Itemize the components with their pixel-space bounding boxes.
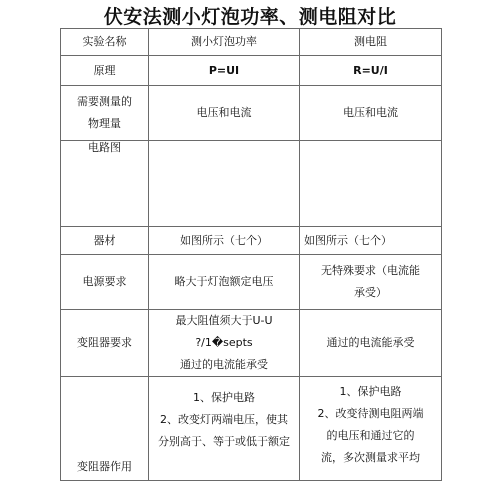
comparison-table [60, 28, 442, 481]
row-label-equipment: 器材 [61, 227, 149, 255]
power-role-line2: 2、改变灯两端电压，使其 [160, 413, 288, 426]
header-cell-resistance: 测电阻 [300, 29, 442, 56]
power-equipment: 如图所示（七个） [149, 227, 300, 255]
resistance-rheostat-requirement: 通过的电流能承受 [300, 310, 442, 377]
power-circuit-diagram [149, 141, 300, 227]
table-header-row [61, 29, 442, 56]
power-role-line1: 1、保护电路 [193, 391, 255, 404]
row-label-quantities-line2: 物理量 [88, 117, 121, 130]
page-title: 伏安法测小灯泡功率、测电阻对比 [103, 6, 397, 28]
power-role-line3: 分别高于、等于或低于额定 [158, 435, 290, 448]
power-rheostat-line2: 通过的电流能承受 [180, 358, 268, 371]
resistance-equipment: 如图所示（七个） [300, 227, 442, 255]
resistance-quantities: 电压和电流 [300, 86, 442, 141]
row-label-rheostat-role: 变阻器作用 [61, 377, 149, 481]
row-label-principle: 原理 [61, 56, 149, 86]
resistance-source-requirement [300, 255, 442, 310]
power-principle-formula: P=UI [149, 56, 300, 86]
power-rheostat-requirement [149, 310, 300, 377]
resistance-source-line1: 无特殊要求（电流能 [321, 264, 420, 277]
resistance-role-line1: 1、保护电路 [339, 385, 402, 398]
row-label-quantities-line1: 需要测量的 [77, 95, 132, 108]
table-row-principle [61, 56, 442, 86]
row-label-source: 电源要求 [61, 255, 149, 310]
header-cell-experiment: 实验名称 [61, 29, 149, 56]
resistance-circuit-diagram [300, 141, 442, 227]
table-row-source [61, 255, 442, 310]
resistance-role-line3: 的电压和通过它的 [326, 429, 415, 442]
row-label-circuit: 电路图 [61, 141, 149, 227]
header-cell-power: 测小灯泡功率 [149, 29, 300, 56]
row-label-rheostat-requirement: 变阻器要求 [61, 310, 149, 377]
table-row-equipment [61, 227, 442, 255]
power-rheostat-line1: 最大阻值须大于U-U ?/1�septs [175, 314, 273, 349]
resistance-source-line2: 承受） [354, 286, 387, 299]
power-source-requirement: 略大于灯泡额定电压 [149, 255, 300, 310]
power-quantities: 电压和电流 [149, 86, 300, 141]
resistance-role-line2: 2、改变待测电阻两端 [317, 407, 424, 420]
table-row-circuit [61, 141, 442, 227]
table-row-rheostat-role [61, 377, 442, 481]
power-rheostat-role [149, 377, 300, 481]
resistance-rheostat-role [300, 377, 442, 481]
resistance-principle-formula: R=U/I [300, 56, 442, 86]
row-label-quantities [61, 86, 149, 141]
resistance-role-line4: 流，多次测量求平均 [321, 451, 420, 464]
table-row-rheostat-requirement [61, 310, 442, 377]
table-row-quantities [61, 86, 442, 141]
